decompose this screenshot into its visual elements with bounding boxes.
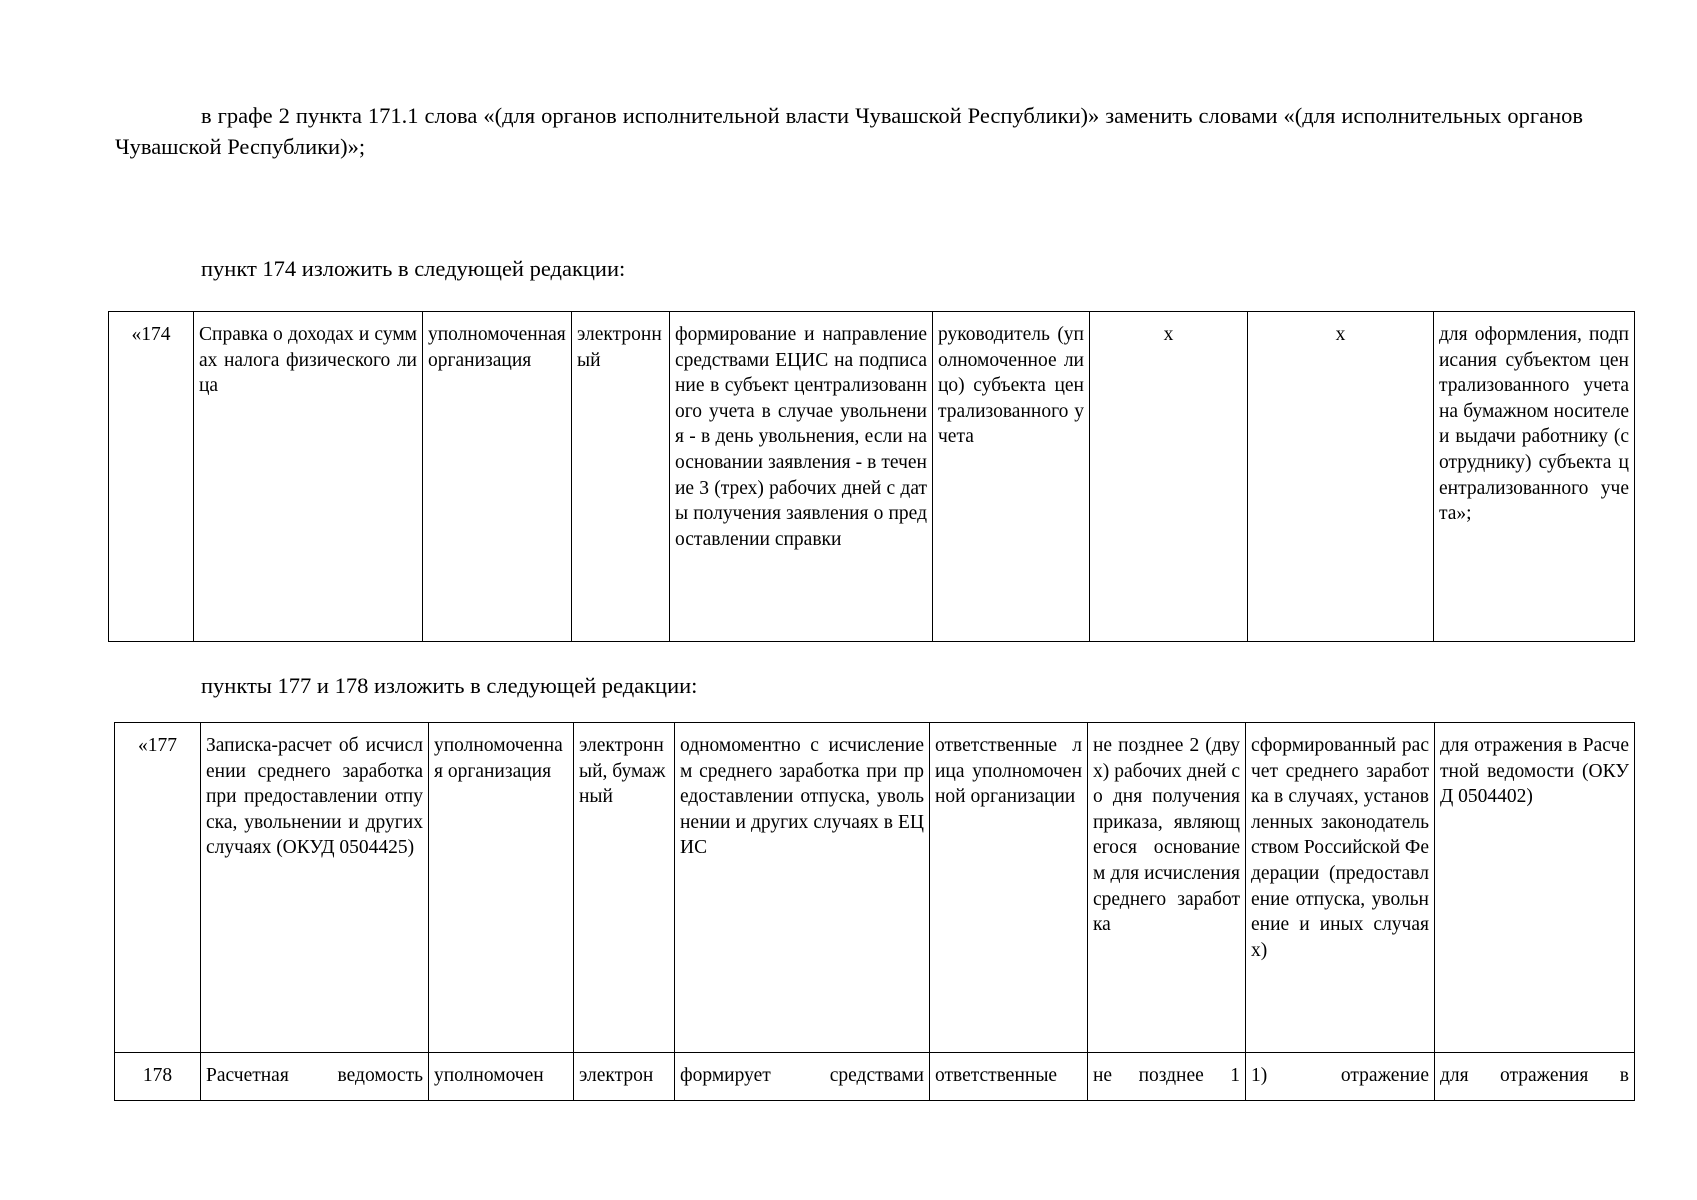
cell-form: электронный (572, 312, 670, 642)
cell-document: Расчетная ведомость (201, 1053, 429, 1101)
cell-number: «177 (115, 723, 201, 1053)
table-row (109, 312, 1635, 642)
heading-item-174: пункт 174 изложить в следующей редакции: (201, 256, 626, 281)
cell-document: Записка-расчет об исчислении среднего заработка при предоставлении отпуска, увольнении и других случаях (ОКУД 0504425) (201, 723, 429, 1053)
heading-items-177-178: пункты 177 и 178 изложить в следующей редакции: (201, 673, 698, 698)
cell-content: х (1248, 312, 1434, 642)
cell-procedure: одномоментно с исчислением среднего заработка при предоставлении отпуска, увольнении и других случаях в ЕЦИС (675, 723, 930, 1053)
cell-procedure: формирование и направление средствами ЕЦИС на подписание в субъект централизованного учета в случае увольнения - в день увольнения, если на основании заявления - в течение 3 (трех) рабочих дней с даты получения заявления о предоставлении справки (670, 312, 933, 642)
cell-form: электронный, бумажный (574, 723, 675, 1053)
table-row (115, 723, 1635, 1053)
cell-number: 178 (115, 1053, 201, 1101)
cell-document: Справка о доходах и суммах налога физического лица (194, 312, 423, 642)
cell-responsible: ответственные (930, 1053, 1088, 1101)
cell-deadline: не позднее 2 (двух) рабочих дней со дня получения приказа, являющегося основанием для исчисления среднего заработка (1088, 723, 1246, 1053)
cell-content: сформированный расчет среднего заработка в случаях, установленных законодательством Российской Федерации (предоставление отпуска, увольнение и иных случаях) (1246, 723, 1435, 1053)
cell-responsible: руководитель (уполномоченное лицо) субъекта централизованного учета (933, 312, 1090, 642)
table-item-174 (108, 311, 1635, 642)
cell-procedure: формирует средствами (675, 1053, 930, 1101)
cell-purpose: для отражения в Расчетной ведомости (ОКУД 0504402) (1435, 723, 1635, 1053)
cell-creator: уполномочен (429, 1053, 574, 1101)
table-row (115, 1053, 1635, 1101)
cell-creator: уполномоченная организация (423, 312, 572, 642)
cell-form: электрон (574, 1053, 675, 1101)
cell-responsible: ответственные лица уполномоченной организации (930, 723, 1088, 1053)
paragraph-intro: в графе 2 пункта 171.1 слова «(для органов исполнительной власти Чувашской Республики)» заменить словами «(для исполнительных органов Чувашской Республики)»; (115, 103, 1583, 159)
cell-deadline: х (1090, 312, 1248, 642)
cell-purpose: для отражения в (1435, 1053, 1635, 1101)
table-items-177-178 (114, 722, 1635, 1101)
cell-number: «174 (109, 312, 194, 642)
cell-creator: уполномоченная организация (429, 723, 574, 1053)
cell-purpose: для оформления, подписания субъектом централизованного учета на бумажном носителе и выдачи работнику (сотруднику) субъекта централизованного учета»; (1434, 312, 1635, 642)
cell-content: 1) отражение (1246, 1053, 1435, 1101)
cell-deadline: не позднее 1 (1088, 1053, 1246, 1101)
